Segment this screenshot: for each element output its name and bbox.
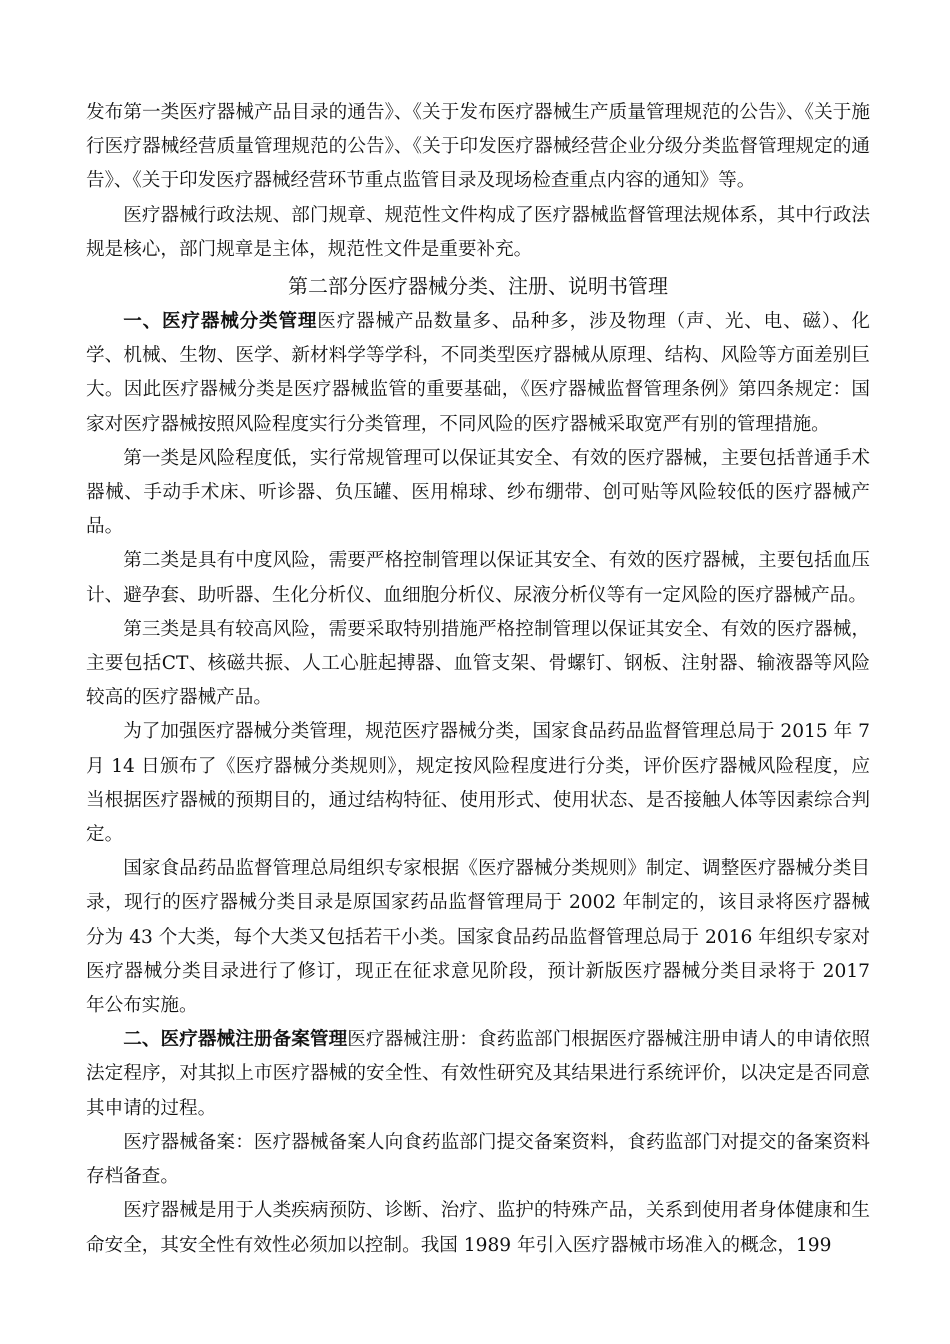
classification-rules-paragraph: 为了加强医疗器械分类管理，规范医疗器械分类，国家食品药品监督管理总局于 2015 年 7 月 14 日颁布了《医疗器械分类规则》，规定按风险程度进行分类，评价医疗器械风险程度，应当根据医疗器械的预期目的，通过结构特征、使用形式、使用状态、是否接触人体等因素综合判定。 xyxy=(86,721,870,846)
regulatory-system-paragraph: 医疗器械行政法规、部门规章、规范性文件构成了医疗器械监督管理法规体系，其中行政法规是核心，部门规章是主体，规范性文件是重要补充。 xyxy=(86,204,870,260)
section-one-text: 医疗器械产品数量多、品种多，涉及物理（声、光、电、磁）、化学、机械、生物、医学、新材料学等学科，不同类型医疗器械从原理、结构、风险等方面差别巨大。因此医疗器械分类是医疗器械监管的重要基础，《医疗器械监督管理条例》第四条规定：国家对医疗器械按照风险程度实行分类管理，不同风险的医疗器械采取宽严有别的管理措施。 xyxy=(86,311,870,435)
filing-paragraph: 医疗器械备案：医疗器械备案人向食药监部门提交备案资料，食药监部门对提交的备案资料存档备查。 xyxy=(86,1131,870,1188)
classification-catalog-paragraph: 国家食品药品监督管理总局组织专家根据《医疗器械分类规则》制定、调整医疗器械分类目录，现行的医疗器械分类目录是原国家药品监督管理局于 2002 年制定的，该目录将医疗器械分为 43 个大类，每个大类又包括若干小类。国家食品药品监督管理总局于 2016 年组织专家对医疗器械分类目录进行了修订，现正在征求意见阶段，预计新版医疗器械分类目录将于 2017 年公布实施。 xyxy=(86,858,870,1017)
document-page xyxy=(86,96,870,1263)
section-two-text: 医疗器械注册：食药监部门根据医疗器械注册申请人的申请依照法定程序，对其拟上市医疗器械的安全性、有效性研究及其结果进行系统评价，以决定是否同意其申请的过程。 xyxy=(86,1029,870,1119)
section-one-title: 一、医疗器械分类管理 xyxy=(123,311,318,333)
section-one-paragraph xyxy=(86,305,870,442)
intro-continuation-paragraph: 发布第一类医疗器械产品目录的通告》、《关于发布医疗器械生产质量管理规范的公告》、《关于施行医疗器械经营质量管理规范的公告》、《关于印发医疗器械经营企业分级分类监督管理规定的通告》、《关于印发医疗器械经营环节重点监管目录及现场检查重点内容的通知》等。 xyxy=(86,102,870,192)
section-two-paragraph xyxy=(86,1023,870,1126)
section-two-title: 二、医疗器械注册备案管理 xyxy=(123,1029,348,1051)
class-two-paragraph: 第二类是具有中度风险，需要严格控制管理以保证其安全、有效的医疗器械，主要包括血压计、避孕套、助听器、生化分析仪、血细胞分析仪、尿液分析仪等有一定风险的医疗器械产品。 xyxy=(86,550,870,606)
market-access-paragraph: 医疗器械是用于人类疾病预防、诊断、治疗、监护的特殊产品，关系到使用者身体健康和生命安全，其安全性有效性必须加以控制。我国 1989 年引入医疗器械市场准入的概念，199 xyxy=(86,1200,870,1256)
class-one-paragraph: 第一类是风险程度低，实行常规管理可以保证其安全、有效的医疗器械，主要包括普通手术器械、手动手术床、听诊器、负压罐、医用棉球、纱布绷带、创可贴等风险较低的医疗器械产品。 xyxy=(86,447,870,538)
class-three-paragraph: 第三类是具有较高风险，需要采取特别措施严格控制管理以保证其安全、有效的医疗器械，主要包括CT、核磁共振、人工心脏起搏器、血管支架、骨螺钉、钢板、注射器、输液器等风险较高的医疗器械产品。 xyxy=(86,618,870,709)
part-two-heading: 第二部分医疗器械分类、注册、说明书管理 xyxy=(288,274,668,299)
